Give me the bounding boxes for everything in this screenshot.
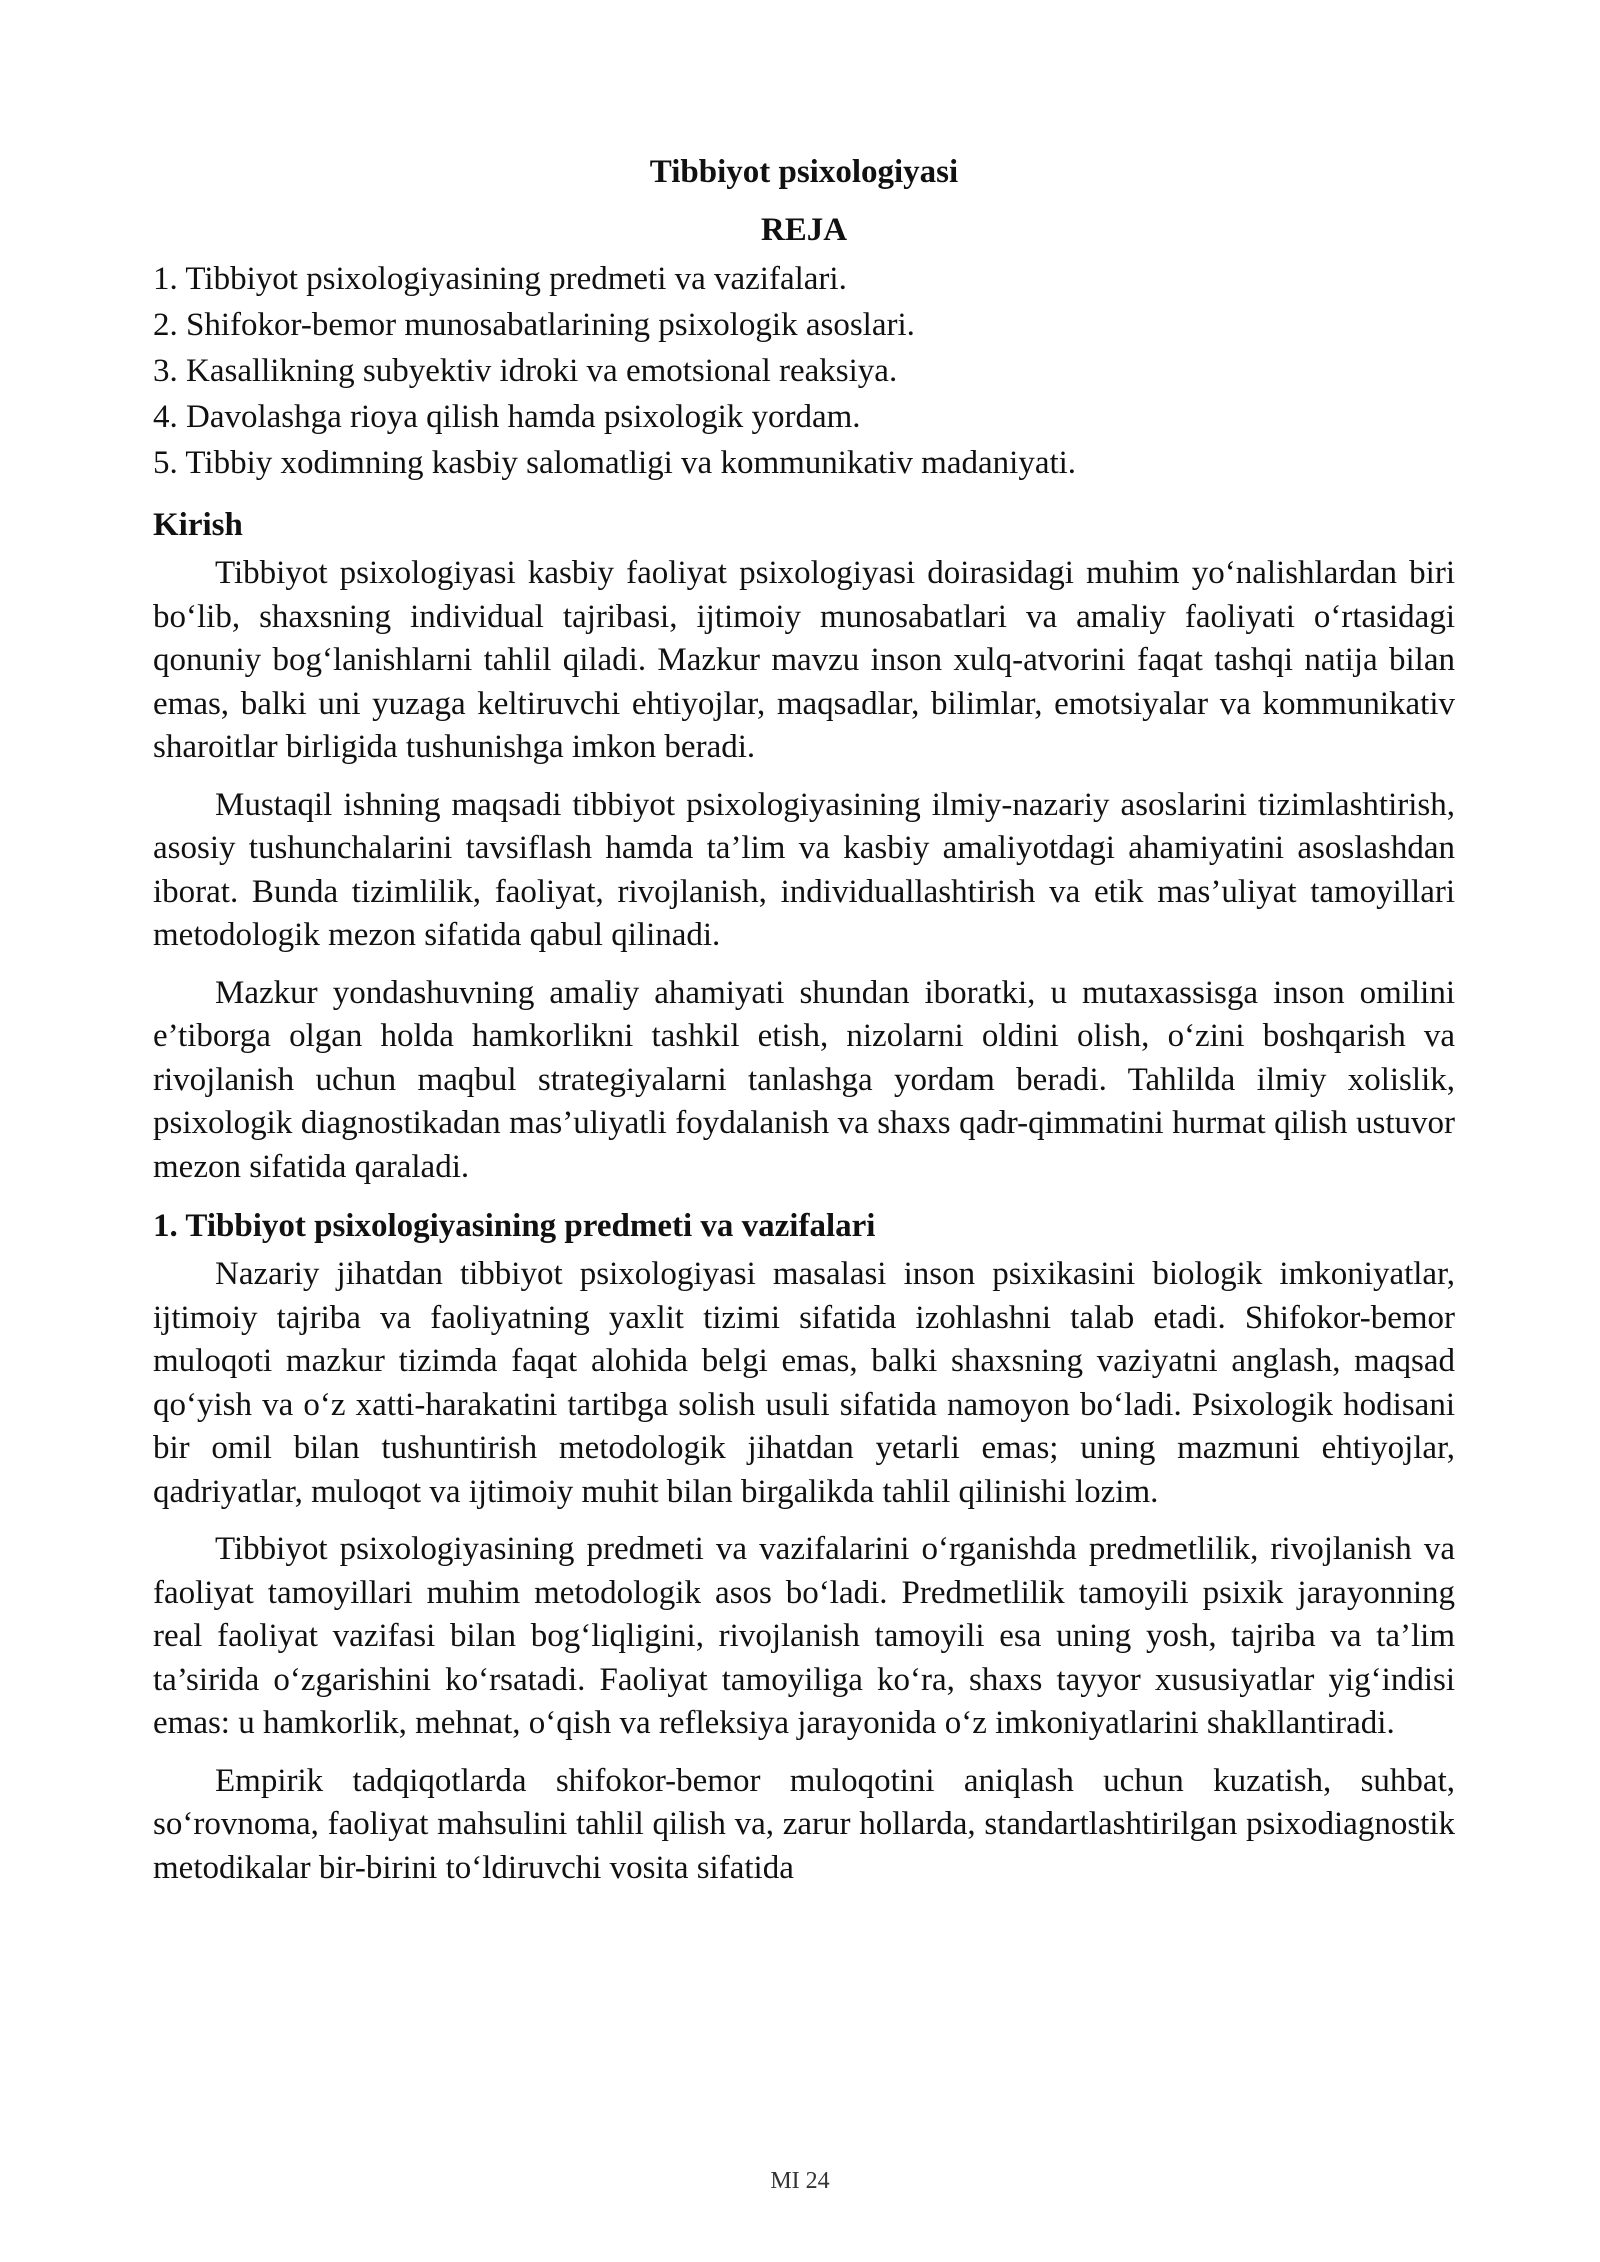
plan-item: 3. Kasallikning subyektiv idroki va emotsional reaksiya. <box>153 353 898 389</box>
plan-heading: REJA <box>760 212 848 248</box>
intro-heading: Kirish <box>153 507 243 543</box>
section1-paragraph: Empirik tadqiqotlarda shifokor-bemor muloqotini aniqlash uchun kuzatish, suhbat, so‘rovnoma, faoliyat mahsulini tahlil qilish va, zarur hollarda, standartlashtirilgan psixodiagnostik metodikalar bir-birini to‘ldiruvchi vosita sifatida <box>153 1762 1455 1886</box>
section1-paragraph: Nazariy jihatdan tibbiyot psixologiyasi masalasi inson psixikasini biologik imkoniyatlar, ijtimoiy tajriba va faoliyatning yaxlit tizimi sifatida izohlashni talab etadi. Shifokor-bemor muloqoti mazkur tizimda faqat alohida belgi emas, balki shaxsning vaziyatni anglash, maqsad qo‘yish va o‘z xatti-harakatini tartibga solish usuli sifatida namoyon bo‘ladi. Psixologik hodisani bir omil bilan tushuntirish metodologik jihatdan yetarli emas; uning mazmuni ehtiyojlar, qadriyatlar, muloqot va ijtimoiy muhit bilan birgalikda tahlil qilinishi lozim. <box>153 1256 1455 1510</box>
plan-item: 2. Shifokor-bemor munosabatlarining psixologik asoslari. <box>153 307 915 343</box>
page-footer: MI 24 <box>770 2168 830 2194</box>
intro-paragraph: Tibbiyot psixologiyasi kasbiy faoliyat psixologiyasi doirasidagi muhim yo‘nalishlardan biri bo‘lib, shaxsning individual tajribasi, ijtimoiy munosabatlari va amaliy faoliyati o‘rtasidagi qonuniy bog‘lanishlarni tahlil qiladi. Mazkur mavzu inson xulq-atvorini faqat tashqi natija bilan emas, balki uni yuzaga keltiruvchi ehtiyojlar, maqsadlar, bilimlar, emotsiyalar va kommunikativ sharoitlar birligida tushunishga imkon beradi. <box>153 555 1455 765</box>
plan-item: 4. Davolashga rioya qilish hamda psixologik yordam. <box>153 399 861 435</box>
section1-heading: 1. Tibbiyot psixologiyasining predmeti va vazifalari <box>153 1208 876 1244</box>
section1-paragraph: Tibbiyot psixologiyasining predmeti va vazifalarini o‘rganishda predmetlilik, rivojlanish va faoliyat tamoyillari muhim metodologik asos bo‘ladi. Predmetlilik tamoyili psixik jarayonning real faoliyat vazifasi bilan bog‘liqligini, rivojlanish tamoyili esa uning yosh, tajriba va ta’lim ta’sirida o‘zgarishini ko‘rsatadi. Faoliyat tamoyiliga ko‘ra, shaxs tayyor xususiyatlar yig‘indisi emas: u hamkorlik, mehnat, o‘qish va refleksiya jarayonida o‘z imkoniyatlarini shakllantiradi. <box>153 1531 1455 1741</box>
plan-list <box>153 256 1455 486</box>
intro-paragraph: Mustaqil ishning maqsadi tibbiyot psixologiyasining ilmiy-nazariy asoslarini tizimlashtirish, asosiy tushunchalarini tavsiflash hamda ta’lim va kasbiy amaliyotdagi ahamiyatini asoslashdan iborat. Bunda tizimlilik, faoliyat, rivojlanish, individuallashtirish va etik mas’uliyat tamoyillari metodologik mezon sifatida qabul qilinadi. <box>153 786 1455 953</box>
plan-item: 1. Tibbiyot psixologiyasining predmeti va vazifalari. <box>153 261 847 297</box>
intro-paragraph: Mazkur yondashuvning amaliy ahamiyati shundan iboratki, u mutaxassisga inson omilini e’tiborga olgan holda hamkorlikni tashkil etish, nizolarni oldini olish, o‘zini boshqarish va rivojlanish uchun maqbul strategiyalarni tanlashga yordam beradi. Tahlilda ilmiy xolislik, psixologik diagnostikadan mas’uliyatli foydalanish va shaxs qadr-qimmatini hurmat qilish ustuvor mezon sifatida qaraladi. <box>153 974 1455 1185</box>
document-page <box>153 148 1455 1904</box>
plan-item: 5. Tibbiy xodimning kasbiy salomatligi va kommunikativ madaniyati. <box>153 445 1077 481</box>
document-title: Tibbiyot psixologiyasi <box>649 154 959 190</box>
